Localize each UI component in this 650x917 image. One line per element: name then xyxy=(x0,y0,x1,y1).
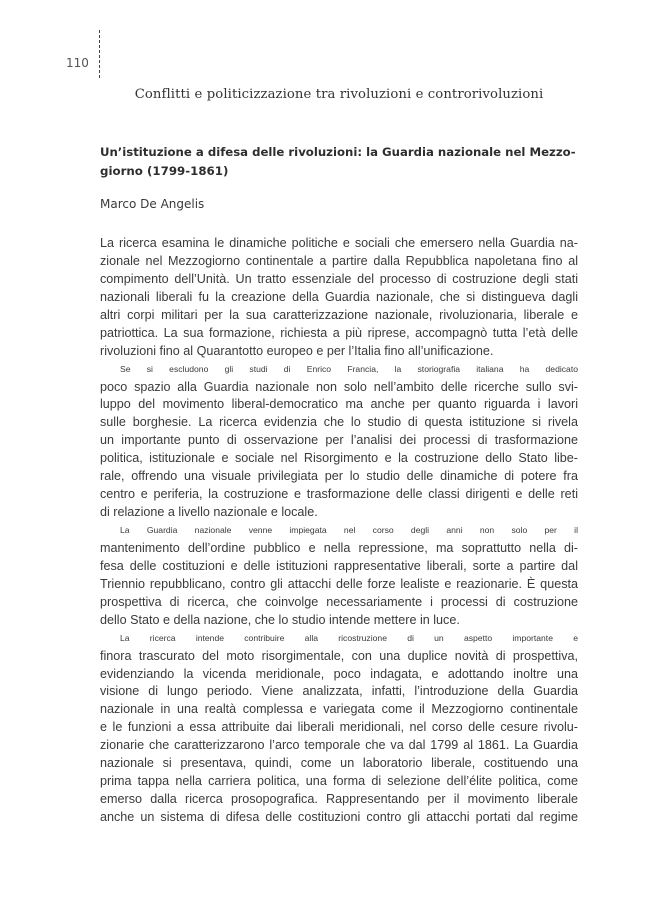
body-line: nazionali liberali fu la creazione della Guardia nazionale, che si distingueva dagli xyxy=(100,289,578,304)
page-number-divider xyxy=(99,30,100,78)
body-line: Se si escludono gli studi di Enrico Francia, la storiografia italiana ha dedicato xyxy=(120,363,578,374)
body-line: fesa delle costituzioni e delle istituzioni rappresentative liberali, sorte a partire dal xyxy=(100,558,578,573)
body-line: emerso dalla ricerca prosopografica. Rappresentando per il movimento liberale xyxy=(100,792,578,807)
body-line: zionale nel Mezzogiorno continentale a partire dalla Repubblica napoletana fino al xyxy=(100,253,578,268)
body-line: evidenziando la vicenda meridionale, poco indagata, e adottando inoltre una xyxy=(100,666,578,681)
article-author: Marco De Angelis xyxy=(100,197,205,211)
body-line: prima tappa nella carriera politica, una forma di selezione dell’élite politica, come xyxy=(100,774,578,789)
body-line: rale, offrendo una visuale privilegiata per lo studio delle dinamiche di potere fra xyxy=(100,469,578,484)
body-line: finora trascurato del moto risorgimentale, con una duplice novità di prospettiva, xyxy=(100,648,578,663)
body-line: prospettiva di ricerca, che coinvolge necessariamente i processi di costruzione xyxy=(100,594,578,609)
body-line: altri corpi militari per la sua caratterizzazione nazionale, rivoluzionaria, liberale e xyxy=(100,307,578,322)
body-line: nazionale in una realtà complessa e variegata come il Mezzogiorno continentale xyxy=(100,702,578,717)
body-line: rivoluzioni fino al Quarantotto europeo e per l’Italia fino all’unificazione. xyxy=(100,343,494,358)
body-line: La ricerca esamina le dinamiche politiche e sociali che emersero nella Guardia na- xyxy=(100,236,578,250)
article-body xyxy=(100,235,578,827)
body-line: visione di lungo periodo. Viene analizzata, infatti, l’introduzione della Guardia xyxy=(100,684,578,699)
body-line: dello Stato e della nazione, che lo studio intende mettere in luce. xyxy=(100,612,460,627)
body-line: La ricerca intende contribuire alla ricostruzione di un aspetto importante e xyxy=(120,632,578,643)
body-line: luppo del movimento liberal-democratico ma anche per quanto riguarda i lavori xyxy=(100,397,578,412)
article-title-line: giorno (1799-1861) xyxy=(100,164,229,178)
body-line: Triennio repubblicano, contro gli attacchi delle forze lealiste e reazionarie. È questa xyxy=(100,576,578,591)
page-number: 110 xyxy=(66,56,89,70)
body-line: compimento dell’Unità. Un tratto essenziale del processo di costruzione degli stati xyxy=(100,271,578,286)
running-title: Conflitti e politicizzazione tra rivoluzioni e controrivoluzioni xyxy=(134,87,544,102)
body-line: centro e periferia, la costruzione e trasformazione delle classi dirigenti e delle reti xyxy=(100,487,578,502)
article-title xyxy=(100,143,578,181)
body-line: sulle borghesie. La ricerca evidenzia che lo studio di questa istituzione si rivela xyxy=(100,415,578,430)
body-line: anche un sistema di difesa delle costituzioni contro gli attacchi portati dal regime xyxy=(100,810,578,824)
article-title-line: Un’istituzione a difesa delle rivoluzioni: la Guardia nazionale nel Mezzo- xyxy=(100,145,576,159)
body-line: e le funzioni a essa attribuite dai liberali meridionali, nel corso delle cesure rivolu- xyxy=(100,720,578,735)
body-line: nazionale si presentava, quindi, come un laboratorio liberale, costituendo una xyxy=(100,756,578,771)
body-line: poco spazio alla Guardia nazionale non solo nell’ambito delle ricerche sullo svi- xyxy=(100,379,578,394)
body-line: di relazione a livello nazionale e locale. xyxy=(100,505,318,520)
body-line: patriottica. La sua formazione, richiesta a più riprese, accompagnò tutta l’età delle xyxy=(100,325,578,340)
body-line: mantenimento dell’ordine pubblico e nella repressione, ma soprattutto nella di- xyxy=(100,540,578,555)
body-line: un importante punto di osservazione per l’analisi dei processi di trasformazione xyxy=(100,433,578,448)
body-line: politica, istituzionale e sociale nel Risorgimento e la costruzione dello Stato libe- xyxy=(100,451,578,466)
body-line: La Guardia nazionale venne impiegata nel corso degli anni non solo per il xyxy=(120,525,578,535)
body-line: zionarie che caratterizzarono l’arco temporale che va dal 1799 al 1861. La Guardia xyxy=(100,738,578,753)
